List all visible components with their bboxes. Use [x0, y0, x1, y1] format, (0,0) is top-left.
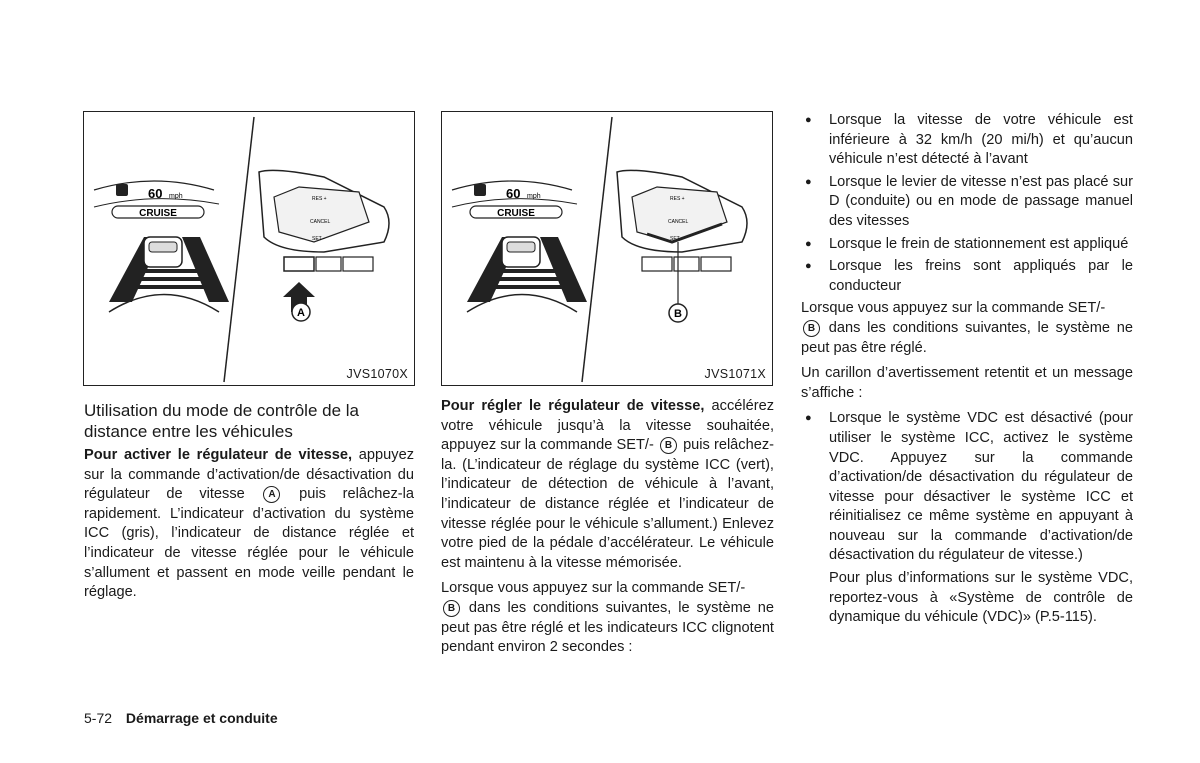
paragraph-vdc-ref: Pour plus d’informations sur le système VDC, reportez-vous à «Système de contrôle de dynamique du véhicule (VDC)» (P.5-115).	[829, 570, 1133, 626]
ref-b-icon: B	[660, 437, 677, 454]
cancel-label: CANCEL	[310, 219, 331, 225]
speed-value: 60	[506, 186, 521, 201]
set-label: SET -	[670, 236, 683, 242]
mode-label: CRUISE	[139, 208, 177, 219]
figure-a-illustration	[84, 112, 414, 385]
ref-b-icon: B	[803, 320, 820, 337]
figure-code: JVS1070X	[346, 367, 408, 381]
bold-lead: Pour régler le régulateur de vitesse,	[441, 398, 705, 414]
paragraph-set	[441, 397, 774, 573]
figure-code: JVS1071X	[704, 367, 766, 381]
callout-a: A	[297, 307, 305, 319]
res-label: RES +	[670, 196, 685, 202]
text-span: Lorsque vous appuyez sur la commande SET/-	[801, 300, 1106, 317]
speed-value: 60	[148, 186, 163, 201]
page-number: 5-72	[84, 710, 113, 726]
text-span: puis relâchez-la rapidement. L’indicateur d’activation du système ICC (gris), l’indicateur de distance réglée et l’indicateur de vitesse réglée pour le véhicule s’allument et passent en mode veille pendant le réglage.	[84, 486, 414, 601]
paragraph-activate	[84, 446, 414, 603]
cancel-label: CANCEL	[668, 219, 689, 225]
paragraph-chime: Un carillon d’avertissement retentit et un message s’affiche :	[801, 365, 1133, 401]
page-footer	[84, 710, 278, 726]
figure-b	[441, 111, 773, 386]
speed-unit: mph	[169, 193, 183, 200]
text-span: dans les conditions suivantes, le système ne peut pas être réglé.	[801, 319, 1133, 356]
text-span: appuyez sur la commande d’activation/de désactivation du régulateur de vitesse	[84, 447, 414, 503]
res-label: RES +	[312, 196, 327, 202]
column-2	[441, 397, 774, 664]
vdc-list	[801, 409, 1133, 566]
figure-a	[83, 111, 415, 386]
text-span: puis relâchez-la. (L’indicateur de réglage du système ICC (vert), l’indicateur de détection de véhicule à l’avant, l’indicateur de distance réglée et l’indicateur de vitesse réglée pour le véhicule s’allument.) Enlevez votre pied de la pédale d’accélérateur. Le véhicule est maintenu à la vitesse mémorisée.	[441, 437, 774, 571]
ref-a-icon: A	[263, 486, 280, 503]
list-item: ● Lorsque le levier de vitesse n’est pas placé sur D (conduite) ou en mode de passage manuel des vitesses	[801, 173, 1133, 232]
callout-b: B	[674, 308, 682, 320]
ref-b-icon: B	[443, 600, 460, 617]
list-item: ● Lorsque le système VDC est désactivé (pour utiliser le système ICC, activez le système VDC. Appuyez sur la commande d’activation/de désactivation du régulateur de vitesse pour désactiver le système ICC et réinitialisez ce même système en appuyant à nouveau sur la commande d’activation/de désactivation du régulateur de vitesse.)	[801, 409, 1133, 566]
column-3	[801, 111, 1133, 634]
speed-unit: mph	[527, 193, 541, 200]
figure-b-illustration	[442, 112, 772, 385]
list-item: ● Lorsque la vitesse de votre véhicule est inférieure à 32 km/h (20 mi/h) et qu’aucun véhicule n’est détecté à l’avant	[801, 111, 1133, 170]
bold-lead: Pour activer le régulateur de vitesse,	[84, 447, 353, 463]
column-1	[84, 400, 414, 609]
list-item: ● Lorsque les freins sont appliqués par le conducteur	[801, 257, 1133, 296]
paragraph-set-fail	[801, 299, 1133, 358]
section-heading: Utilisation du mode de contrôle de la distance entre les véhicules	[84, 401, 359, 441]
set-label: SET -	[312, 236, 325, 242]
text-span: Lorsque vous appuyez sur la commande SET/-	[441, 580, 746, 597]
text-span: dans les conditions suivantes, le système ne peut pas être réglé et les indicateurs ICC clignotent pendant environ 2 secondes :	[441, 599, 774, 656]
section-name: Démarrage et conduite	[125, 710, 278, 726]
mode-label: CRUISE	[497, 208, 535, 219]
condition-list	[801, 111, 1133, 296]
paragraph-conditions	[441, 579, 774, 657]
text-span: accélérez votre véhicule jusqu’à la vitesse souhaitée, appuyez sur la commande SET/-	[441, 398, 774, 454]
list-item: ● Lorsque le frein de stationnement est appliqué	[801, 235, 1133, 255]
